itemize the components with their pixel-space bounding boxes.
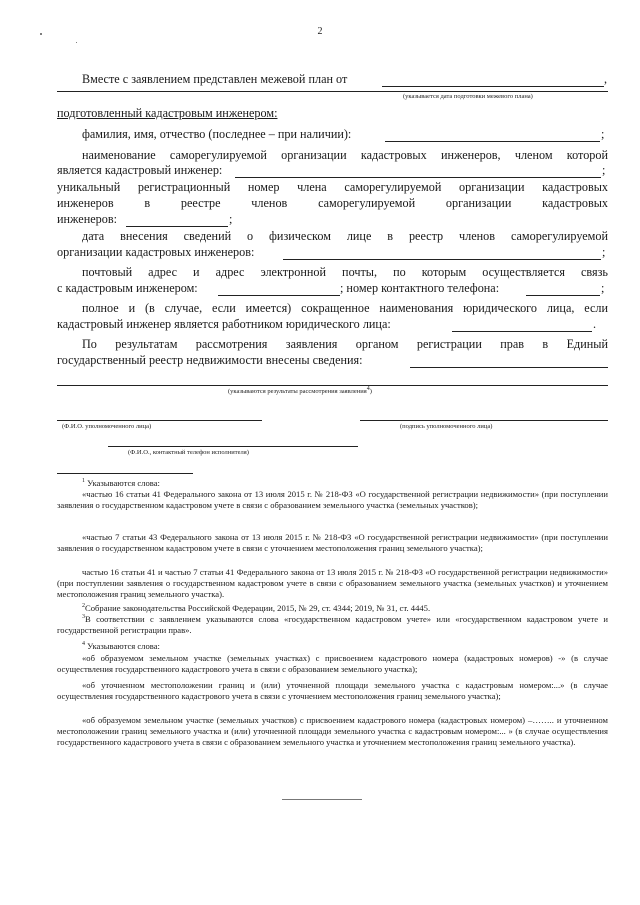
blank-line	[526, 295, 600, 296]
footnote-1b: «частью 7 статьи 43 Федерального закона от 13 июля 2015 г. № 218-ФЗ «О государственной регистрации недвижимости» (при поступлении заявления о государственном кадастровом учете в связи с уточнением местоположения границ земельного участка);	[57, 532, 608, 553]
text-line: дата внесения сведений о физическом лице в реестр членов саморегулируемой	[82, 229, 608, 243]
text-line: полное и (в случае, если имеется) сокращенное наименования юридического лица, если	[82, 301, 608, 315]
section-heading: подготовленный кадастровым инженером:	[57, 106, 278, 120]
footnote-2: $^2$Собрание законодательства Российской Федерации, 2015, № 29, ст. 4344; 2019, № 31, ст. 4445.	[82, 603, 431, 613]
text-line: государственный реестр недвижимости внесены сведения:	[57, 353, 363, 367]
period: .	[593, 317, 597, 331]
caption: (указываются результаты рассмотрения заявления$^4$)	[228, 385, 372, 395]
text-line: наименование саморегулируемой организации кадастровых инженеров, членом которой	[82, 148, 608, 162]
text-line: уникальный регистрационный номер члена саморегулируемой организации кадастровых	[57, 180, 608, 194]
signature-line	[57, 420, 262, 421]
scan-speck	[76, 42, 77, 43]
semicolon: ;	[602, 245, 606, 259]
blank-line	[385, 141, 600, 142]
footnote-3: $^3$В соответствии с заявлением указываются слова «государственном кадастровом учете» или «государственном кадастровом учете и государственной регистрации прав».	[57, 614, 608, 635]
caption: (Ф.И.О., контактный телефон исполнителя)	[128, 449, 249, 456]
text-line: является кадастровый инженер:	[57, 163, 223, 177]
text-line: инженеров:	[57, 212, 117, 226]
blank-line	[126, 226, 228, 227]
comma: ,	[604, 72, 608, 86]
semicolon: ;	[229, 212, 233, 226]
footnote-4b: «об уточненном местоположении границ и (или) уточненной площади земельного участка с кадастровым номером:...» (в случае осуществления государственного кадастрового учета в связи с уточнением местоположения границ земельного участка);	[57, 680, 608, 701]
semicolon: ;	[601, 281, 605, 295]
text-line: с кадастровым инженером:	[57, 281, 198, 295]
footnote-4c: «об образуемом земельном участке (земельных участков) с присвоением кадастрового номера (кадастровых номером) –…….. и уточненном местоположении границ земельного участка и (или) уточненной площади земельного участка с кадастровым номером:... » (в случае осуществления государственного кадастрового учета в связи с образованием земельного участка и уточнением местоположения границ земельного участка).	[57, 715, 608, 747]
text-line: организации кадастровых инженеров:	[57, 245, 255, 259]
footnote-1c: частью 16 статьи 41 и частью 7 статьи 41 Федерального закона от 13 июля 2015 г. № 218-ФЗ «О государственной регистрации недвижимости» (при поступлении заявления о государственном кадастровом учете в связи с образованием земельного участка (земельных участков) и уточнением местоположения границ земельного участка).	[57, 567, 608, 599]
rule	[57, 91, 608, 92]
caption: (указывается дата подготовки межевого плана)	[403, 93, 533, 100]
text-line: Вместе с заявлением представлен межевой план от	[82, 72, 348, 86]
footnote-4a: «об образуемом земельном участке (земельных участках) с присвоением кадастрового номера (кадастровых номеров) -» (в случае осуществления государственного кадастрового учета в связи с образованием земельного участка);	[57, 653, 608, 674]
rule	[57, 385, 608, 386]
text-line: По результатам рассмотрения заявления органом регистрации прав в Единый	[82, 337, 608, 351]
semicolon: ;	[602, 163, 606, 177]
blank-line	[382, 86, 604, 87]
footnote-separator	[57, 473, 193, 474]
blank-line	[452, 331, 592, 332]
footnote-1: $^1$ Указываются слова:	[82, 478, 160, 488]
signature-line	[108, 446, 358, 447]
caption: (подпись уполномоченного лица)	[400, 423, 493, 430]
blank-line	[410, 367, 608, 368]
end-separator	[282, 799, 362, 800]
text-line: почтовый адрес и адрес электронной почты, по которым осуществляется связь	[82, 265, 608, 279]
text-line: инженеров в реестре членов саморегулируемой организации кадастровых	[57, 196, 608, 210]
text-line: фамилия, имя, отчество (последнее – при наличии):	[82, 127, 352, 141]
caption: (Ф.И.О. уполномоченного лица)	[62, 423, 152, 430]
text-line: кадастровый инженер является работником юридического лица:	[57, 317, 391, 331]
page-number: 2	[317, 26, 323, 37]
blank-line	[283, 259, 601, 260]
text-line: ; номер контактного телефона:	[340, 281, 500, 295]
blank-line	[218, 295, 340, 296]
semicolon: ;	[601, 127, 605, 141]
footnote-1a: «частью 16 статьи 41 Федерального закона от 13 июля 2015 г. № 218-ФЗ «О государственной регистрации недвижимости» (при поступлении заявления о государственном кадастровом учете в связи с образованием земельного участка (земельных участков);	[57, 489, 608, 510]
footnote-4: $^4$ Указываются слова:	[82, 641, 160, 651]
signature-line	[360, 420, 608, 421]
blank-line	[235, 177, 601, 178]
